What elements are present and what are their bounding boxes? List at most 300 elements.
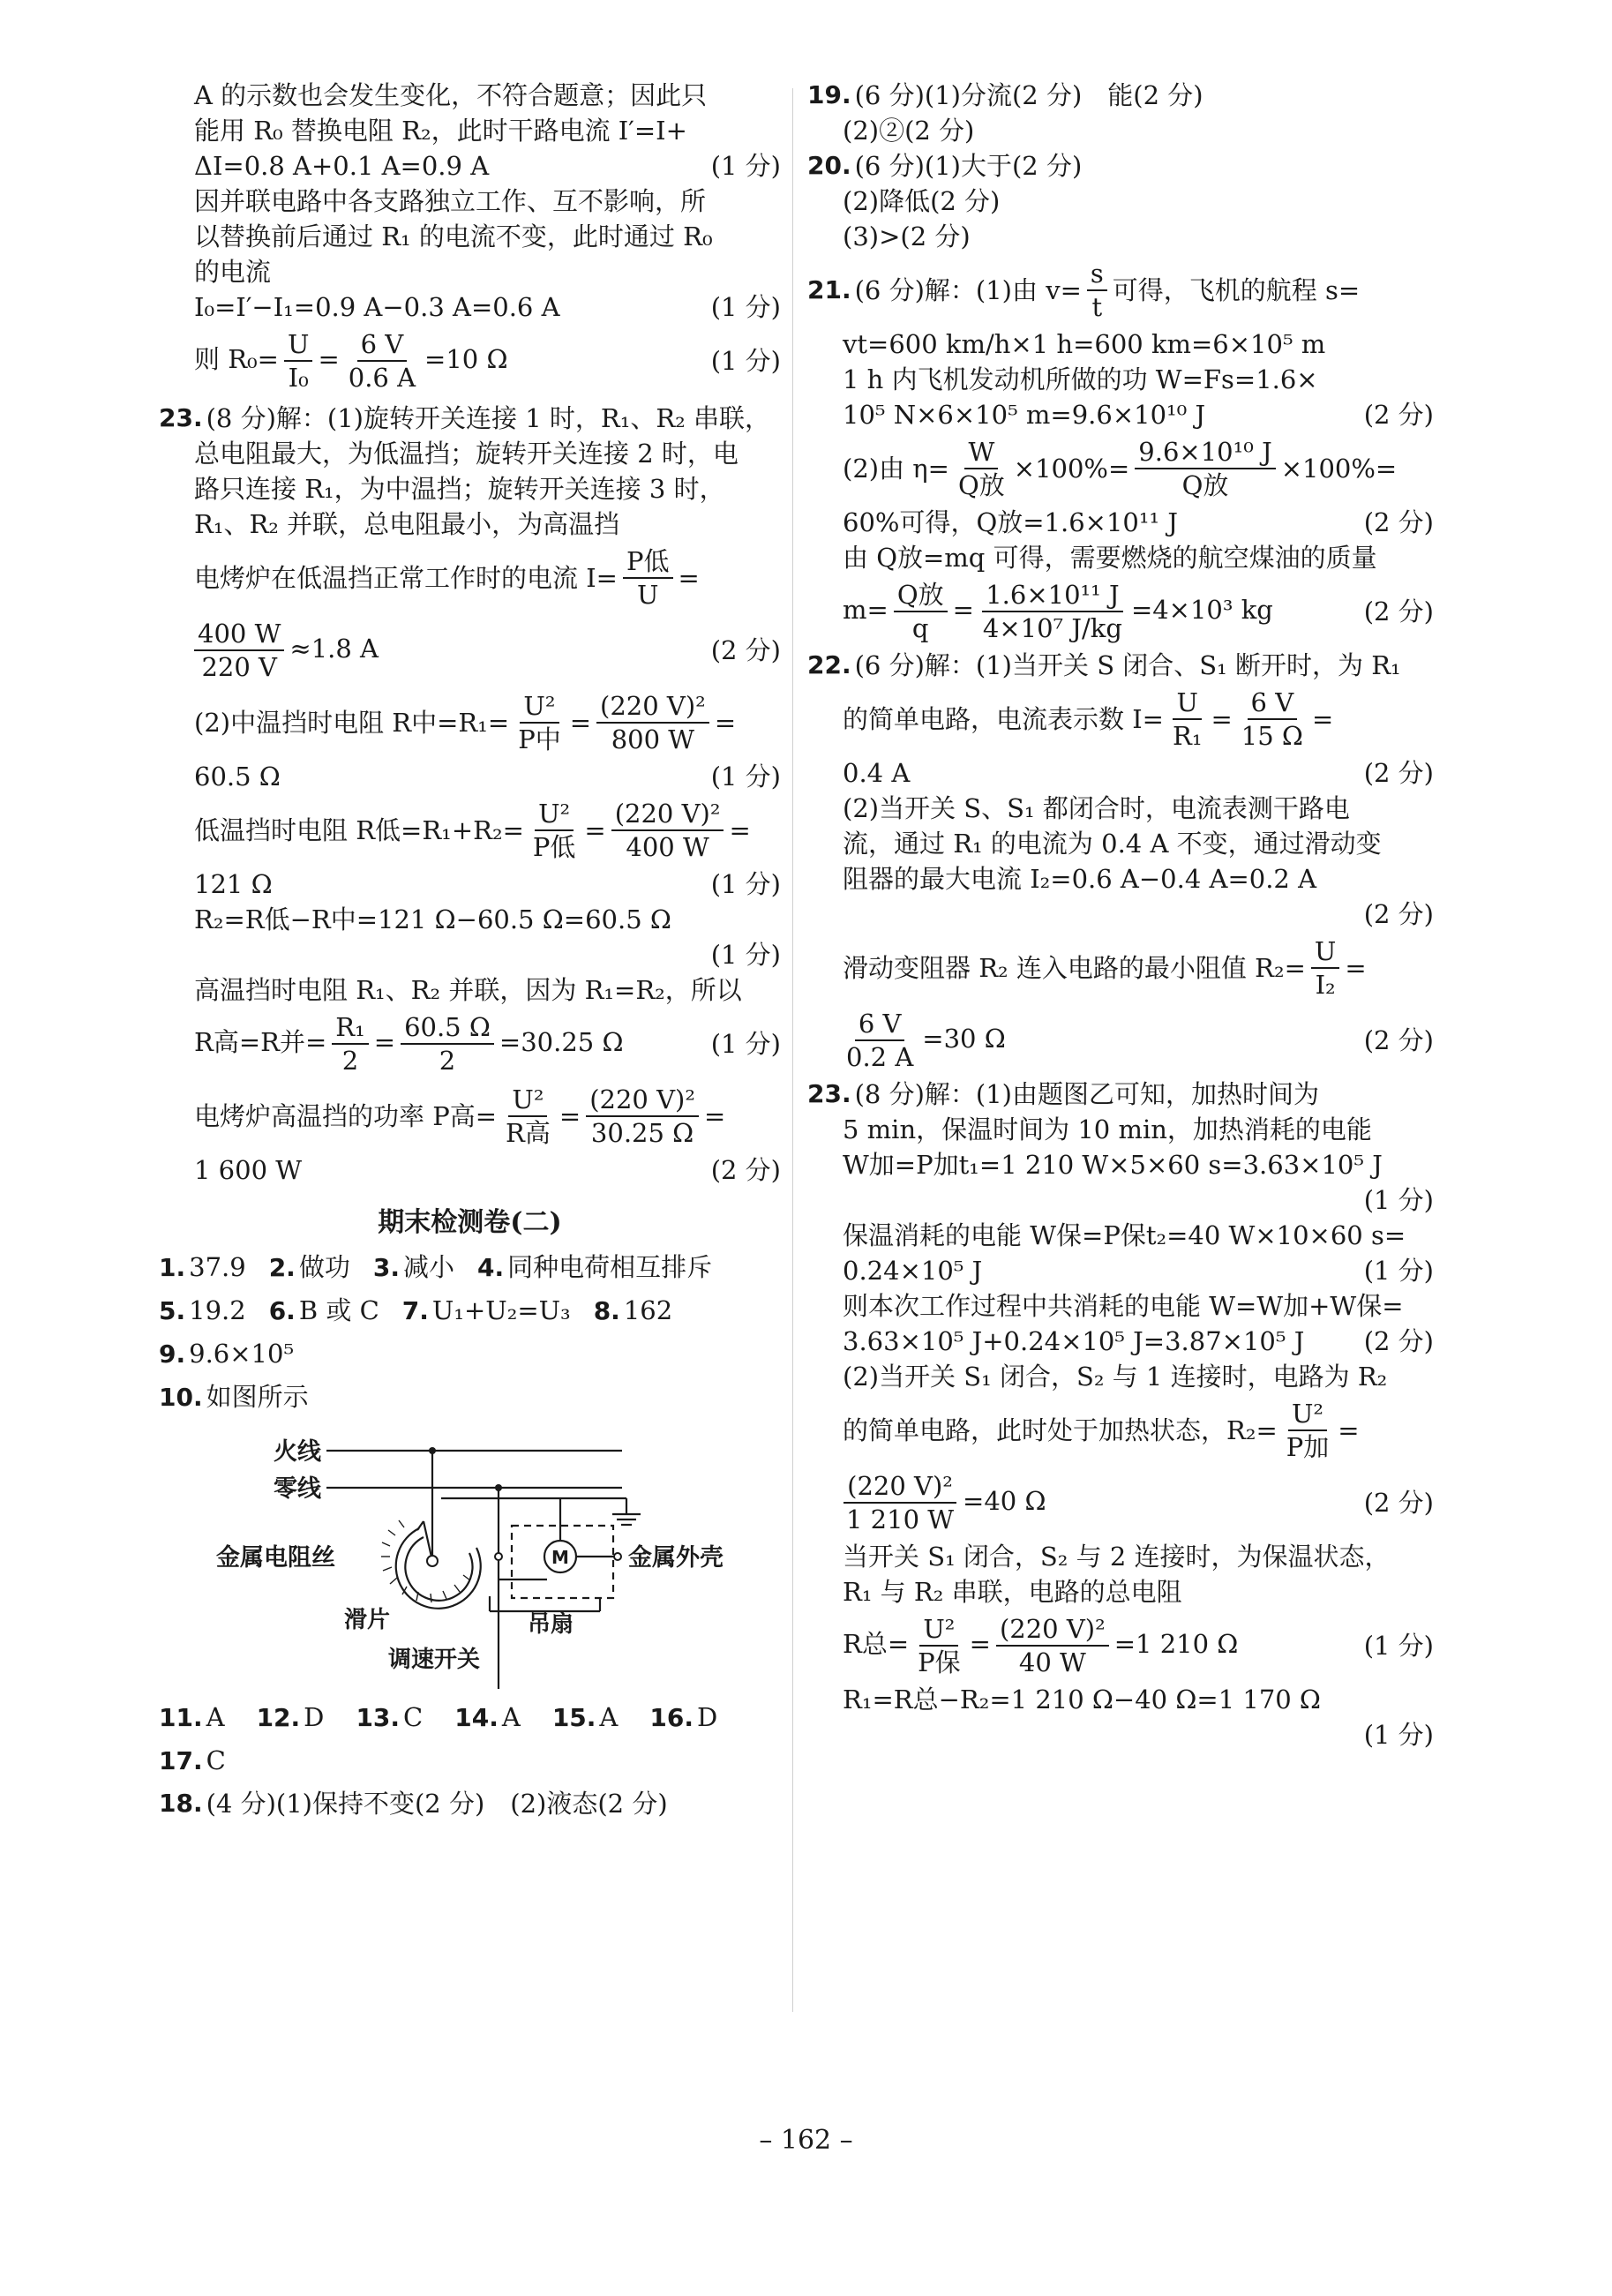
denominator: U — [637, 580, 659, 610]
numerator: U — [1311, 935, 1339, 969]
answer-text: 减小 — [402, 1252, 454, 1282]
formula: ΔI=0.8 A+0.1 A=0.9 A — [194, 151, 490, 181]
fraction — [332, 1011, 368, 1077]
numerator: 6 V — [357, 328, 408, 362]
question-number: 14. — [454, 1703, 499, 1732]
question-23 — [807, 1077, 1434, 1112]
question-number: 19. — [807, 80, 851, 109]
fraction — [514, 690, 565, 755]
formula-text: = — [1345, 953, 1367, 983]
question-number: 8. — [593, 1296, 620, 1325]
answer-text: (4 分)(1)保持不变(2 分) (2)液态(2 分) — [206, 1789, 668, 1819]
choice-answers — [159, 1696, 781, 1825]
score: (1 分) — [710, 940, 781, 970]
score: (2 分) — [1363, 1488, 1434, 1518]
score: (1 分) — [710, 1029, 781, 1059]
formula-line — [159, 1008, 781, 1080]
question-number: 18. — [159, 1789, 203, 1818]
question-number: 21. — [807, 275, 851, 304]
fraction — [1283, 1398, 1333, 1463]
answer-text: 9.6×10⁵ — [189, 1339, 295, 1369]
answer-item — [159, 1696, 225, 1739]
question-number: 9. — [159, 1339, 186, 1369]
fraction — [1169, 687, 1205, 752]
question-number: 23. — [807, 1079, 851, 1108]
question-20 — [807, 148, 1434, 184]
fraction — [894, 579, 948, 644]
formula: 0.4 A — [843, 758, 911, 788]
numerator: U — [284, 328, 312, 362]
score: (1 分) — [1363, 1185, 1434, 1215]
formula-line — [807, 432, 1434, 505]
numerator: Q放 — [894, 579, 948, 612]
score: (2 分) — [1363, 1326, 1434, 1356]
fraction — [502, 1084, 554, 1149]
question-number: 15. — [551, 1703, 596, 1732]
text-line: (3)>(2 分) — [843, 221, 971, 251]
fraction — [1311, 935, 1339, 1001]
question-19 — [807, 78, 1434, 113]
answer-item — [269, 1246, 350, 1289]
formula-text: = — [559, 1101, 581, 1131]
ceiling-fan-label: 吊扇 — [528, 1611, 574, 1638]
question-number: 20. — [807, 151, 851, 180]
denominator: 400 W — [626, 832, 709, 862]
numerator: U² — [1288, 1398, 1327, 1431]
question-number: 11. — [159, 1703, 203, 1732]
text-line: 5 min，保温时间为 10 min，加热消耗的电能 — [843, 1114, 1372, 1144]
question-number: 2. — [268, 1253, 296, 1282]
answer-item — [356, 1696, 423, 1739]
answer-item — [159, 1739, 226, 1782]
formula-text: ≈1.8 A — [289, 634, 379, 664]
numerator: 6 V — [1248, 687, 1298, 720]
formula-text: = — [714, 708, 737, 738]
text-line: (2)当开关 S₁ 闭合，S₂ 与 1 连接时，电路为 R₂ — [843, 1362, 1388, 1392]
question-number: 12. — [256, 1703, 301, 1732]
formula: 3.63×10⁵ J+0.24×10⁵ J=3.87×10⁵ J — [843, 1326, 1305, 1356]
formula — [194, 328, 508, 394]
text-line: 以替换前后通过 R₁ 的电流不变，此时通过 R₀ — [194, 221, 713, 251]
question-21 — [807, 254, 1434, 326]
answer-item — [552, 1696, 619, 1739]
text-line: (8 分)解：(1)由题图乙可知，加热时间为 — [854, 1079, 1319, 1109]
junction-dot — [429, 1447, 436, 1454]
numerator: 60.5 Ω — [401, 1011, 494, 1045]
numerator: (220 V)² — [996, 1613, 1109, 1647]
formula — [843, 579, 1273, 644]
neutral-line-label: 零线 — [274, 1475, 321, 1503]
formula — [843, 1470, 1046, 1535]
formula-line — [159, 687, 781, 759]
numerator: 1.6×10¹¹ J — [982, 579, 1122, 612]
formula-text: = — [703, 1101, 726, 1131]
formula-text: = — [569, 708, 592, 738]
text-line — [807, 1253, 1434, 1288]
formula-text: ×100%= — [1280, 454, 1398, 484]
numerator: R₁ — [332, 1011, 368, 1045]
score: (1 分) — [710, 151, 781, 181]
numerator: P低 — [623, 545, 673, 579]
answer-text: C — [403, 1702, 424, 1732]
resistance-wire-label: 金属电阻丝 — [216, 1544, 335, 1572]
fraction — [996, 1613, 1109, 1678]
fraction — [843, 1008, 917, 1073]
fraction — [955, 436, 1008, 501]
numerator: 6 V — [855, 1008, 905, 1041]
speed-switch-label: 调速开关 — [388, 1647, 481, 1673]
formula-text: m= — [843, 595, 888, 625]
formula: 60%可得，Q放=1.6×10¹¹ J — [843, 507, 1178, 537]
fraction — [596, 690, 709, 755]
fraction — [401, 1011, 494, 1077]
answer-item — [649, 1696, 717, 1739]
formula-text: =10 Ω — [424, 344, 508, 374]
numerator: s — [1087, 258, 1107, 291]
text-line: 高温挡时电阻 R₁、R₂ 并联，因为 R₁=R₂，所以 — [194, 975, 742, 1005]
score: (1 分) — [710, 346, 781, 376]
answer-item — [454, 1696, 521, 1739]
text-line: (6 分)(1)分流(2 分) 能(2 分) — [854, 80, 1203, 110]
formula-text: R高=R并= — [194, 1027, 327, 1057]
answer-item — [269, 1289, 379, 1332]
fraction — [979, 579, 1126, 644]
denominator: 30.25 Ω — [590, 1118, 694, 1148]
formula: 10⁵ N×6×10⁵ m=9.6×10¹⁰ J — [843, 400, 1206, 430]
formula-text: 的简单电路，此时处于加热状态，R₂= — [843, 1415, 1278, 1445]
formula-text: = — [729, 815, 751, 845]
question-number: 4. — [476, 1253, 505, 1282]
metal-shell-label: 金属外壳 — [628, 1544, 724, 1572]
score: (2 分) — [710, 1155, 781, 1185]
denominator: P低 — [532, 832, 576, 862]
formula-text: = — [373, 1027, 396, 1057]
formula-line — [807, 683, 1434, 755]
formula-text: = — [318, 344, 340, 374]
formula-line — [159, 325, 781, 397]
answer-item — [159, 1376, 309, 1419]
fraction — [284, 328, 312, 394]
formula-text: = — [584, 815, 606, 845]
text-line — [159, 148, 781, 184]
question-number: 10. — [159, 1383, 203, 1412]
text-line — [159, 867, 781, 902]
answer-row — [159, 1376, 781, 1419]
text-line: R₂=R低−R中=121 Ω−60.5 Ω=60.5 Ω — [194, 904, 671, 934]
answer-item — [159, 1246, 246, 1289]
answer-row — [159, 1332, 781, 1376]
score: (1 分) — [1363, 1256, 1434, 1286]
terminal-dot — [495, 1553, 502, 1560]
text-line: (6 分)解：(1)当开关 S 闭合、S₁ 断开时，为 R₁ — [854, 650, 1401, 680]
answer-item — [594, 1289, 672, 1332]
column-divider — [792, 88, 793, 2012]
answer-text: 162 — [623, 1295, 673, 1325]
question-number: 13. — [356, 1703, 401, 1732]
question-number: 1. — [159, 1253, 186, 1282]
formula-text: ×100%= — [1013, 454, 1130, 484]
answer-row — [159, 1246, 781, 1289]
formula-line — [159, 542, 781, 614]
formula-line — [807, 1609, 1434, 1682]
question-number: 7. — [401, 1296, 429, 1325]
formula-text: =30.25 Ω — [499, 1027, 624, 1057]
answer-text: 如图所示 — [206, 1382, 309, 1412]
text-line — [159, 759, 781, 794]
fraction — [1135, 436, 1275, 501]
formula-text: = — [1311, 704, 1334, 734]
text-line: 阻器的最大电流 I₂=0.6 A−0.4 A=0.2 A — [843, 864, 1317, 894]
formula — [843, 1613, 1238, 1678]
fraction — [1087, 258, 1107, 323]
answer-item — [477, 1246, 712, 1289]
denominator: R₁ — [1172, 721, 1203, 751]
answer-item — [373, 1246, 454, 1289]
numerator: U — [1173, 687, 1201, 720]
formula-text: = — [969, 1629, 991, 1659]
text-line: R₁、R₂ 并联，总电阻最小，为高温挡 — [194, 509, 620, 539]
numerator: 9.6×10¹⁰ J — [1135, 436, 1275, 469]
answer-row — [159, 1696, 781, 1739]
formula-line — [807, 1467, 1434, 1539]
denominator: 220 V — [201, 652, 277, 682]
circuit-diagram — [159, 1424, 781, 1689]
question-23 — [159, 401, 781, 436]
text-line: 总电阻最大，为低温挡；旋转开关连接 2 时，电 — [194, 439, 739, 469]
text-line: 流，通过 R₁ 的电流为 0.4 A 不变，通过滑动变 — [843, 829, 1382, 859]
fraction — [529, 798, 580, 863]
question-18 — [159, 1782, 781, 1825]
formula-line — [159, 794, 781, 867]
terminal-dot — [614, 1553, 621, 1560]
slider-label: 滑片 — [344, 1607, 391, 1633]
formula-line — [807, 932, 1434, 1004]
formula-text: 电烤炉在低温挡正常工作时的电流 I= — [194, 563, 618, 593]
answer-text: 做功 — [298, 1252, 350, 1282]
score: (2 分) — [1363, 507, 1434, 537]
text-line: W加=P加t₁=1 210 W×5×60 s=3.63×10⁵ J — [843, 1150, 1383, 1180]
formula — [194, 1011, 624, 1077]
page-number: – 162 – — [759, 2125, 853, 2156]
formula-text: =40 Ω — [963, 1486, 1046, 1516]
text-line: (8 分)解：(1)旋转开关连接 1 时，R₁、R₂ 串联， — [206, 403, 771, 433]
answer-row — [159, 1289, 781, 1332]
score: (2 分) — [1363, 758, 1434, 788]
question-number: 16. — [649, 1703, 694, 1732]
fraction — [345, 328, 419, 394]
score: (2 分) — [710, 635, 781, 665]
question-number: 3. — [372, 1253, 400, 1282]
fraction — [194, 618, 284, 683]
answer-text: A — [501, 1702, 521, 1732]
text-line: 能用 R₀ 替换电阻 R₂，此时干路电流 I′=I+ — [194, 116, 687, 146]
denominator: 4×10⁷ J/kg — [982, 613, 1122, 643]
numerator: U² — [535, 798, 574, 831]
answer-item — [402, 1289, 571, 1332]
formula-text: (2)中温挡时电阻 R中=R₁= — [194, 708, 510, 738]
formula-text: (2)由 η= — [843, 454, 949, 484]
answer-item — [257, 1696, 325, 1739]
score: (2 分) — [1363, 899, 1434, 929]
section-title: 期末检测卷(二) — [378, 1207, 562, 1238]
denominator: P中 — [518, 724, 561, 754]
denominator: t — [1091, 292, 1103, 322]
formula-text: = — [678, 563, 700, 593]
question-number: 22. — [807, 650, 851, 679]
numerator: U² — [919, 1613, 958, 1647]
question-number: 6. — [268, 1296, 296, 1325]
formula-text: R总= — [843, 1629, 910, 1659]
numerator: U² — [508, 1084, 547, 1117]
score: (1 分) — [1363, 1720, 1434, 1750]
denominator: q — [911, 613, 929, 643]
answer-text: 19.2 — [189, 1295, 246, 1325]
right-column — [807, 78, 1434, 1752]
text-line: (2)②(2 分) — [843, 116, 975, 146]
junction-dot — [495, 1484, 502, 1491]
text-line: (6 分)(1)大于(2 分) — [854, 151, 1083, 181]
answer-text: A — [599, 1702, 619, 1732]
denominator: 2 — [341, 1046, 359, 1076]
denominator: I₀ — [288, 363, 309, 393]
score: (2 分) — [1363, 400, 1434, 430]
numerator: 400 W — [194, 618, 284, 651]
text-line: 因并联电路中各支路独立工作、互不影响，所 — [194, 186, 707, 216]
denominator: 1 210 W — [846, 1504, 955, 1534]
fraction — [1238, 687, 1307, 752]
denominator: Q放 — [1181, 470, 1229, 500]
denominator: 0.2 A — [846, 1042, 914, 1072]
numerator: W — [964, 436, 998, 469]
motor-label: M — [551, 1547, 569, 1568]
numerator: (220 V)² — [596, 690, 709, 724]
formula: 121 Ω — [194, 869, 273, 899]
answer-text: 37.9 — [189, 1252, 246, 1282]
denominator: 40 W — [1018, 1647, 1086, 1677]
text-line — [807, 1324, 1434, 1359]
formula: 60.5 Ω — [194, 762, 281, 792]
formula-text: 可得，飞机的航程 s= — [1112, 275, 1361, 305]
left-column — [159, 78, 781, 1825]
answer-text: 同种电荷相互排斥 — [507, 1252, 713, 1282]
formula-text: 则 R₀= — [194, 344, 279, 374]
text-line: 保温消耗的电能 W保=P保t₂=40 W×10×60 s= — [843, 1220, 1406, 1250]
text-line: R₁ 与 R₂ 串联，电路的总电阻 — [843, 1577, 1182, 1607]
score: (1 分) — [710, 762, 781, 792]
text-line: A 的示数也会发生变化，不符合题意；因此只 — [194, 80, 708, 110]
formula-text: =30 Ω — [922, 1024, 1006, 1054]
formula-line — [807, 575, 1434, 648]
fraction — [623, 545, 673, 611]
numerator: U² — [520, 690, 559, 724]
answer-text: B 或 C — [298, 1295, 379, 1325]
formula-text: = — [1338, 1415, 1360, 1445]
numerator: (220 V)² — [586, 1084, 699, 1117]
answers-block — [159, 1246, 781, 1419]
text-line: 由 Q放=mq 可得，需要燃烧的航空煤油的质量 — [843, 543, 1377, 573]
answer-item — [159, 1332, 294, 1376]
formula-text: =4×10³ kg — [1130, 595, 1273, 625]
fraction — [611, 798, 724, 863]
formula-line — [807, 1004, 1434, 1077]
denominator: 0.6 A — [348, 363, 416, 393]
numerator: (220 V)² — [611, 798, 724, 831]
score: (2 分) — [1363, 1025, 1434, 1055]
fraction — [843, 1470, 957, 1535]
formula-text: 滑动变阻器 R₂ 连入电路的最小阻值 R₂= — [843, 953, 1306, 983]
text-line: (2)当开关 S、S₁ 都闭合时，电流表测干路电 — [843, 793, 1350, 823]
formula-text: =1 210 Ω — [1113, 1629, 1239, 1659]
answer-text: A — [206, 1702, 225, 1732]
fire-line-label: 火线 — [274, 1438, 321, 1466]
text-line: 1 h 内飞机发动机所做的功 W=Fs=1.6× — [843, 364, 1318, 394]
score: (1 分) — [1363, 1631, 1434, 1661]
question-number: 5. — [159, 1296, 186, 1325]
denominator: P加 — [1286, 1432, 1330, 1462]
answer-text: U₁+U₂=U₃ — [431, 1295, 571, 1325]
text-line — [159, 1152, 781, 1188]
denominator: 2 — [439, 1046, 456, 1076]
text-line — [807, 755, 1434, 791]
denominator: I₂ — [1315, 970, 1336, 1000]
formula-text: (6 分)解：(1)由 v= — [854, 275, 1082, 305]
answer-text: D — [696, 1702, 718, 1732]
denominator: R高 — [506, 1118, 551, 1148]
question-number: 17. — [159, 1746, 203, 1775]
formula-line — [159, 614, 781, 687]
fraction — [914, 1613, 964, 1678]
switch-pivot — [427, 1556, 438, 1566]
formula-line — [159, 1080, 781, 1152]
text-line: 的电流 — [194, 257, 272, 287]
numerator: (220 V)² — [843, 1470, 956, 1504]
formula — [194, 618, 379, 683]
formula: 1 600 W — [194, 1155, 303, 1185]
formula: 0.24×10⁵ J — [843, 1256, 983, 1286]
text-line: 则本次工作过程中共消耗的电能 W=W加+W保= — [843, 1291, 1404, 1321]
denominator: 15 Ω — [1241, 721, 1303, 751]
score: (2 分) — [1363, 597, 1434, 627]
formula-text: = — [952, 595, 974, 625]
formula-line — [807, 1394, 1434, 1467]
question-number: 23. — [159, 403, 203, 432]
text-line — [159, 289, 781, 325]
text-line — [807, 505, 1434, 540]
answer-item — [159, 1289, 246, 1332]
formula — [843, 1008, 1006, 1073]
fraction — [586, 1084, 699, 1149]
question-22 — [807, 648, 1434, 683]
answer-text: C — [206, 1745, 226, 1775]
score: (1 分) — [710, 292, 781, 322]
text-line — [807, 397, 1434, 432]
denominator: Q放 — [957, 470, 1005, 500]
text-line: vt=600 km/h×1 h=600 km=6×10⁵ m — [843, 329, 1326, 359]
formula-text: = — [1211, 704, 1233, 734]
text-line: R₁=R总−R₂=1 210 Ω−40 Ω=1 170 Ω — [843, 1684, 1321, 1714]
formula: I₀=I′−I₁=0.9 A−0.3 A=0.6 A — [194, 292, 560, 322]
answer-text: D — [304, 1702, 325, 1732]
resistance-coil — [396, 1528, 481, 1609]
text-line: 当开关 S₁ 闭合，S₂ 与 2 连接时，为保温状态， — [843, 1542, 1391, 1572]
score: (1 分) — [710, 869, 781, 899]
denominator: P保 — [918, 1647, 961, 1677]
formula-text: 电烤炉高温挡的功率 P高= — [194, 1101, 498, 1131]
answer-row — [159, 1739, 781, 1782]
formula-text: 低温挡时电阻 R低=R₁+R₂= — [194, 815, 524, 845]
formula-text: 的简单电路，电流表示数 I= — [843, 704, 1164, 734]
text-line: (2)降低(2 分) — [843, 186, 1001, 216]
